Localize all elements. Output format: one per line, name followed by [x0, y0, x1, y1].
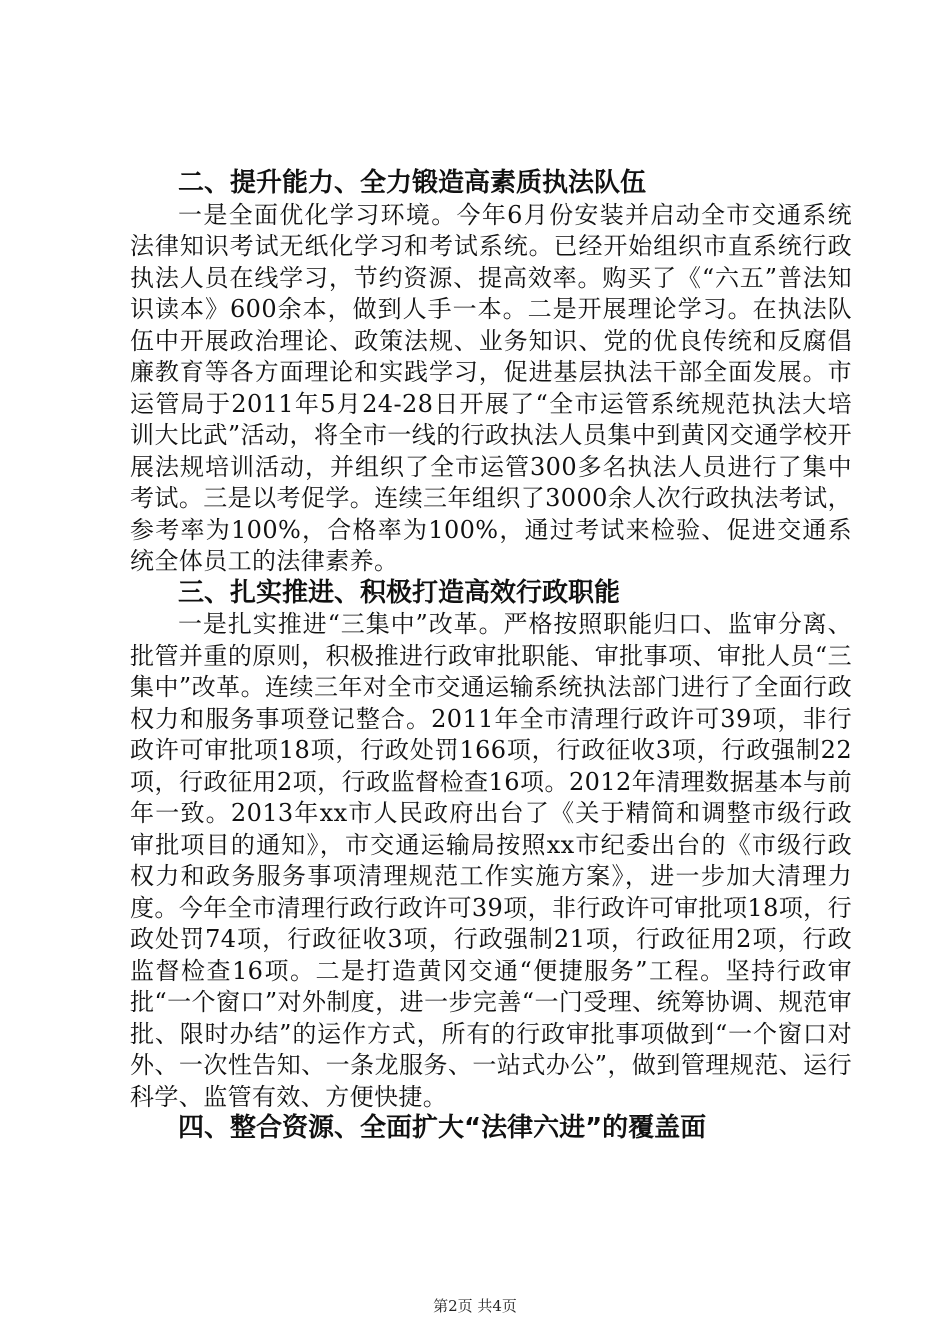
- page-number-label: 第2页 共4页: [433, 1297, 517, 1315]
- document-body: [130, 168, 852, 1145]
- page-footer: [0, 1296, 950, 1316]
- section-paragraph-3: 一是扎实推进“三集中”改革。严格按照职能归口、监审分离、批管并重的原则，积极推进行政审批职能、审批事项、审批人员“三集中”改革。连续三年对全市交通运输系统执法部门进行了全面行政权力和服务事项登记整合。2011年全市清理行政许可39项，非行政许可审批项18项，行政处罚166项，行政征收3项，行政强制22项，行政征用2项，行政监督检查16项。2012年清理数据基本与前年一致。2013年xx市人民政府出台了《关于精简和调整市级行政审批项目的通知》，市交通运输局按照xx市纪委出台的《市级行政权力和政务服务事项清理规范工作实施方案》，进一步加大清理力度。今年全市清理行政行政许可39项，非行政许可审批项18项，行政处罚74项，行政征收3项，行政强制21项，行政征用2项，行政监督检查16项。二是打造黄冈交通“便捷服务”工程。坚持行政审批“一个窗口”对外制度，进一步完善“一门受理、统筹协调、规范审批、限时办结”的运作方式，所有的行政审批事项做到“一个窗口对外、一次性告知、一条龙服务、一站式办公”，做到管理规范、运行科学、监管有效、方便快捷。: [130, 610, 852, 1111]
- section-heading-2: 二、提升能力、全力锻造高素质执法队伍: [178, 168, 647, 198]
- section-heading-3: 三、扎实推进、积极打造高效行政职能: [178, 577, 621, 608]
- section-heading-4: 四、整合资源、全面扩大“法律六进”的覆盖面: [178, 1113, 707, 1143]
- section-paragraph-2: 一是全面优化学习环境。今年6月份安装并启动全市交通系统法律知识考试无纸化学习和考试系统。已经开始组织市直系统行政执法人员在线学习，节约资源、提高效率。购买了《“六五”普法知识读本》600余本，做到人手一本。二是开展理论学习。在执法队伍中开展政治理论、政策法规、业务知识、党的优良传统和反腐倡廉教育等各方面理论和实践学习，促进基层执法干部全面发展。市运管局于2011年5月24-28日开展了“全市运管系统规范执法大培训大比武”活动，将全市一线的行政执法人员集中到黄冈交通学校开展法规培训活动，并组织了全市运管300多名执法人员进行了集中考试。三是以考促学。连续三年组织了3000余人次行政执法考试，参考率为100%，合格率为100%，通过考试来检验、促进交通系统全体员工的法律素养。: [130, 200, 852, 575]
